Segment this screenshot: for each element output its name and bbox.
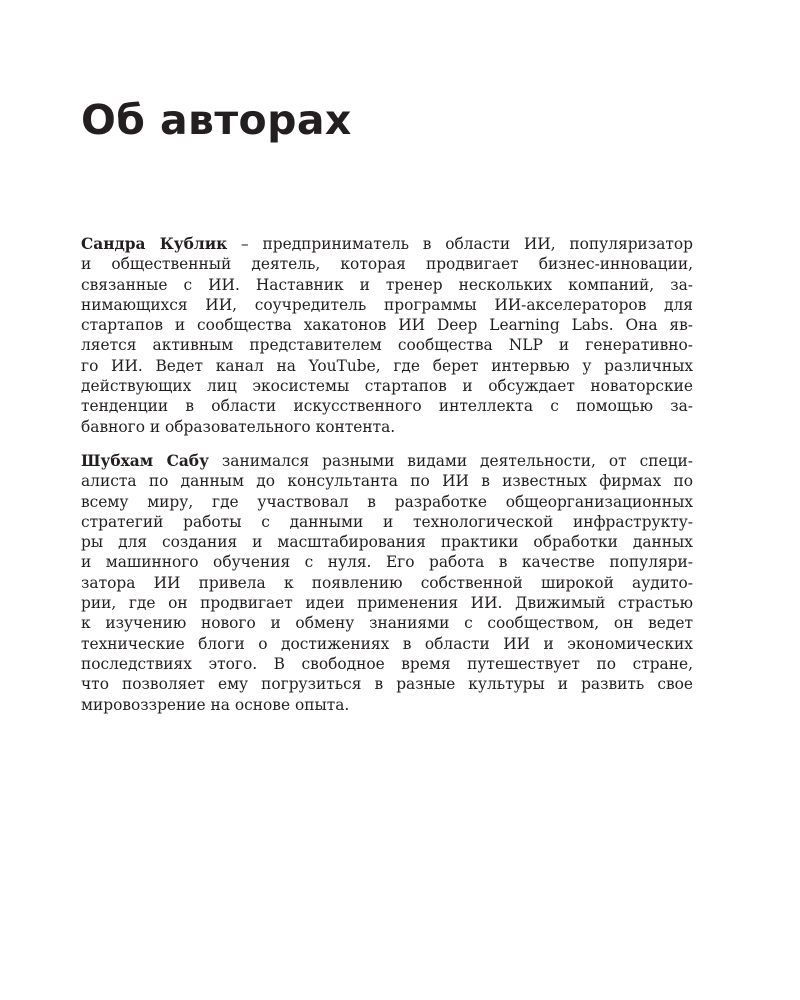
text-line: стратегий работы с данными и технологической инфраструкту- bbox=[81, 512, 693, 531]
text-line: связанные с ИИ. Наставник и тренер нескольких компаний, за- bbox=[81, 275, 693, 294]
text-line: го ИИ. Ведет канал на YouTube, где берет интервью у различных bbox=[81, 356, 693, 375]
page-title: Об авторах bbox=[81, 96, 352, 144]
text-line: и машинного обучения с нуля. Его работа в качестве популяри- bbox=[81, 553, 693, 572]
authors-section bbox=[81, 234, 693, 729]
text-line: ры для создания и масштабирования практики обработки данных bbox=[81, 533, 693, 552]
text-line: нимающихся ИИ, соучредитель программы ИИ-акселераторов для bbox=[81, 295, 693, 314]
author-name: Сандра Кублик bbox=[81, 235, 228, 253]
text-line: последствиях этого. В свободное время путешествует по стране, bbox=[81, 654, 693, 673]
text-line: алиста по данным до консультанта по ИИ в известных фирмах по bbox=[81, 472, 693, 491]
author-paragraph-sabu bbox=[81, 451, 693, 715]
text-line: стартапов и сообщества хакатонов ИИ Deep Learning Labs. Она яв- bbox=[81, 316, 693, 335]
author-paragraph-kublik bbox=[81, 234, 693, 437]
text-line: Сандра Кублик – предприниматель в области ИИ, популяризатор bbox=[81, 235, 694, 253]
text-line: рии, где он продвигает идеи применения ИИ. Движимый страстью bbox=[81, 594, 693, 613]
text-line: ляется активным представителем сообщества NLP и генеративно- bbox=[81, 336, 693, 355]
text-line: к изучению нового и обмену знаниями с сообществом, он ведет bbox=[81, 614, 693, 633]
text-line: что позволяет ему погрузиться в разные культуры и развить свое bbox=[81, 675, 693, 694]
text-line: мировоззрение на основе опыта. bbox=[81, 695, 350, 714]
text-line: тенденции в области искусственного интеллекта с помощью за- bbox=[81, 397, 693, 416]
author-name: Шубхам Сабу bbox=[81, 451, 209, 470]
text-line: бавного и образовательного контента. bbox=[81, 417, 396, 436]
text-line: всему миру, где участвовал в разработке общеорганизационных bbox=[81, 492, 693, 511]
text-line: технические блоги о достижениях в области ИИ и экономических bbox=[81, 634, 693, 653]
text-line: действующих лиц экосистемы стартапов и обсуждает новаторские bbox=[81, 377, 693, 396]
text-line: Шубхам Сабу занимался разными видами деятельности, от специ- bbox=[81, 451, 693, 470]
text-line: и общественный деятель, которая продвигает бизнес-инновации, bbox=[81, 255, 693, 274]
text-line: затора ИИ привела к появлению собственной широкой аудито- bbox=[81, 573, 693, 592]
